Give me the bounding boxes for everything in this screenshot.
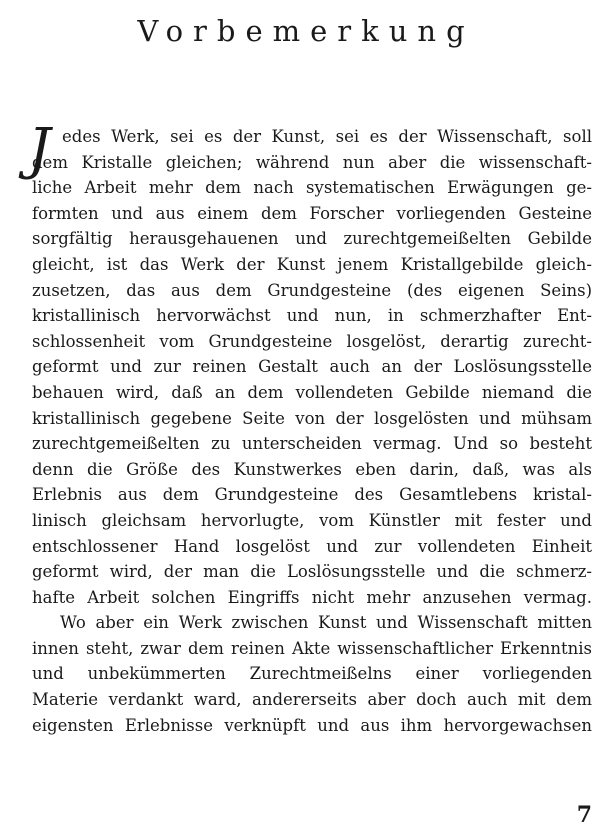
- text-line: geformt und zur reinen Gestalt auch an der Loslösungsstelle: [32, 357, 592, 377]
- drop-cap: J: [28, 117, 51, 182]
- text-line: hafte Arbeit solchen Eingriffs nicht mehr anzusehen vermag.: [32, 587, 592, 607]
- text-line: eigensten Erlebnisse verknüpft und aus ihm hervorgewachsen: [32, 715, 592, 735]
- text-line: geformt wird, der man die Loslösungsstelle und die schmerz-: [32, 562, 592, 582]
- body-text: [28, 117, 592, 738]
- page-title: Vorbemerkung: [137, 14, 475, 48]
- text-line: gleicht, ist das Werk der Kunst jenem Kristallgebilde gleich-: [32, 254, 592, 274]
- text-line: liche Arbeit mehr dem nach systematischen Erwägungen ge-: [32, 178, 592, 198]
- paragraph: [32, 124, 592, 610]
- page-number: 7: [576, 802, 592, 828]
- text-line: zurechtgemeißelten zu unterscheiden vermag. Und so besteht: [32, 434, 592, 454]
- text-line: edes Werk, sei es der Kunst, sei es der Wissenschaft, soll: [62, 127, 592, 146]
- text-line: dem Kristalle gleichen; während nun aber die wissenschaft-: [32, 152, 592, 172]
- text-line: Materie verdankt ward, andererseits aber doch auch mit dem: [32, 690, 592, 710]
- text-line: und unbekümmerten Zurechtmeißelns einer vorliegenden: [32, 664, 592, 684]
- text-line: denn die Größe des Kunstwerkes eben darin, daß, was als: [32, 459, 592, 479]
- paragraph: [32, 610, 592, 738]
- text-line: Wo aber ein Werk zwischen Kunst und Wissenschaft mitten: [60, 613, 592, 633]
- text-line: zusetzen, das aus dem Grundgesteine (des eigenen Seins): [32, 280, 592, 300]
- text-line: sorgfältig herausgehauenen und zurechtgemeißelten Gebilde: [32, 229, 592, 249]
- text-line: schlossenheit vom Grundgesteine losgelöst, derartig zurecht-: [32, 331, 592, 351]
- text-line: entschlossener Hand losgelöst und zur vollendeten Einheit: [32, 536, 592, 556]
- text-line: linisch gleichsam hervorlugte, vom Künstler mit fester und: [32, 510, 592, 530]
- text-line: formten und aus einem dem Forscher vorliegenden Gesteine: [32, 203, 592, 223]
- text-line: kristallinisch gegebene Seite von der losgelösten und mühsam: [32, 408, 592, 428]
- text-line: innen steht, zwar dem reinen Akte wissenschaftlicher Erkenntnis: [32, 638, 592, 658]
- text-line: behauen wird, daß an dem vollendeten Gebilde niemand die: [32, 382, 592, 402]
- text-line: Erlebnis aus dem Grundgesteine des Gesamtlebens kristal-: [32, 485, 592, 505]
- text-line: kristallinisch hervorwächst und nun, in schmerzhafter Ent-: [32, 306, 592, 326]
